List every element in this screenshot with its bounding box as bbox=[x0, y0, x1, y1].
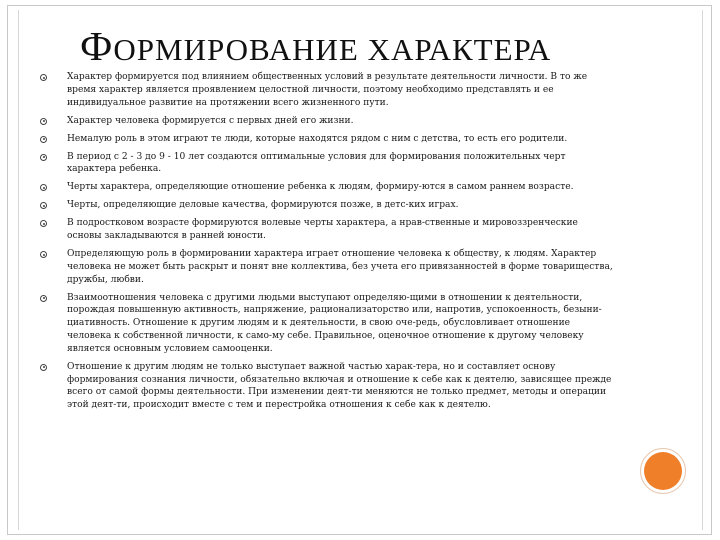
list-item-text: Черты, определяющие деловые качества, формируются позже, в детс-ких играх. bbox=[67, 200, 459, 211]
list-item bbox=[40, 217, 615, 243]
list-item bbox=[40, 181, 615, 194]
list-item-text: Отношение к другим людям не только выступает важной частью харак-тера, но и составляет основу формирования сознания личности, обязательно включая и отношение к себе как к деятелю, зависящее прежде всего от самой формы деятельности. При изменении деят-ти меняются не только предмет, методы и операции этой деят-ти, происходит вместе с тем и перестройка отношения к себе как к деятелю. bbox=[67, 361, 612, 411]
list-item-text: Характер формируется под влиянием общественных условий в результате деятельности личности. В то же время характер является проявлением целостной личности, поэтому необходимо представлять и ее индивидуальное развитие на протяжении всего жизненного пути. bbox=[67, 72, 588, 108]
slide-title bbox=[80, 22, 551, 70]
slide-title-initial: Ф bbox=[80, 23, 114, 69]
bullet-circle-icon bbox=[40, 364, 47, 371]
decorative-orange-circle bbox=[644, 452, 682, 490]
list-item-text: Черты характера, определяющие отношение ребенка к людям, формиру-ются в самом раннем возрасте. bbox=[67, 182, 574, 193]
list-item-text: Немалую роль в этом играют те люди, которые находятся рядом с ним с детства, то есть его родители. bbox=[67, 133, 568, 144]
list-item bbox=[40, 361, 615, 412]
bullet-list bbox=[40, 71, 615, 417]
bullet-circle-icon bbox=[40, 295, 47, 302]
list-item-text: Характер человека формируется с первых дней его жизни. bbox=[67, 115, 354, 126]
list-item-text: Взаимоотношения человека с другими людьми выступают определяю-щими в отношении к деятельности, порождая повышенную активность, напряжение, рационализаторство или, напротив, успокоенность, безыни-циативность. Отношение к другим людям и к деятельности, в свою оче-редь, обусловливает отношение человека к собственной личности, к само-му себе. Правильное, оценочное отношение к другому человеку является основным условием самооценки. bbox=[67, 292, 602, 354]
list-item bbox=[40, 133, 615, 146]
list-item-text: В подростковом возрасте формируются волевые черты характера, а нрав-ственные и мировоззренческие основы закладываются в ранней юности. bbox=[67, 218, 578, 242]
bullet-circle-icon bbox=[40, 136, 47, 143]
bullet-circle-icon bbox=[40, 251, 47, 258]
bullet-circle-icon bbox=[40, 184, 47, 191]
bullet-circle-icon bbox=[40, 74, 47, 81]
bullet-circle-icon bbox=[40, 118, 47, 125]
bullet-circle-icon bbox=[40, 220, 47, 227]
list-item bbox=[40, 71, 615, 109]
list-item bbox=[40, 115, 615, 128]
slide-title-rest: ОРМИРОВАНИЕ ХАРАКТЕРА bbox=[113, 32, 552, 67]
list-item bbox=[40, 292, 615, 356]
bullet-circle-icon bbox=[40, 202, 47, 209]
list-item-text: Определяющую роль в формировании характера играет отношение человека к обществу, к людям. Характер человека не может быть раскрыт и понят вне коллектива, без учета его привязанностей в форме товарищества, дружбы, любви. bbox=[67, 249, 613, 285]
list-item bbox=[40, 199, 615, 212]
list-item-text: В период с 2 - 3 до 9 - 10 лет создаются оптимальные условия для формирования положительных черт характера ребенка. bbox=[67, 151, 566, 175]
list-item bbox=[40, 248, 615, 286]
list-item bbox=[40, 151, 615, 177]
bullet-circle-icon bbox=[40, 154, 47, 161]
